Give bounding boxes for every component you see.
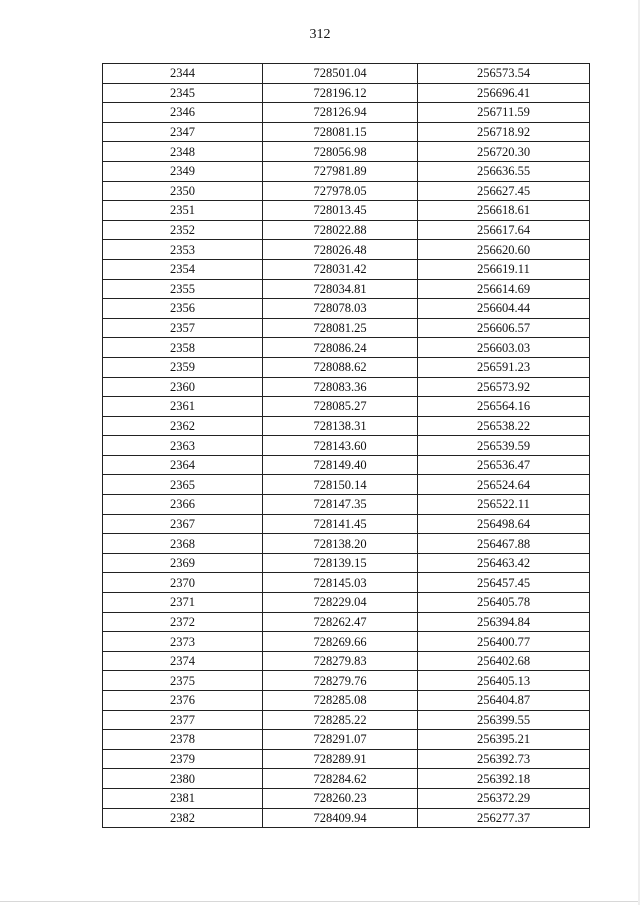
x-coordinate-cell: 728088.62: [263, 357, 418, 377]
y-coordinate-cell: 256392.18: [418, 769, 590, 789]
table-row: [103, 142, 590, 162]
point-number-cell: 2376: [103, 691, 263, 711]
table-row: [103, 318, 590, 338]
x-coordinate-cell: 728196.12: [263, 83, 418, 103]
point-number-cell: 2367: [103, 514, 263, 534]
x-coordinate-cell: 727981.89: [263, 161, 418, 181]
point-number-cell: 2360: [103, 377, 263, 397]
point-number-cell: 2364: [103, 455, 263, 475]
point-number-cell: 2375: [103, 671, 263, 691]
x-coordinate-cell: 728083.36: [263, 377, 418, 397]
point-number-cell: 2379: [103, 749, 263, 769]
table-row: [103, 357, 590, 377]
x-coordinate-cell: 728141.45: [263, 514, 418, 534]
y-coordinate-cell: 256277.37: [418, 808, 590, 828]
y-coordinate-cell: 256498.64: [418, 514, 590, 534]
y-coordinate-cell: 256399.55: [418, 710, 590, 730]
x-coordinate-cell: 728409.94: [263, 808, 418, 828]
y-coordinate-cell: 256591.23: [418, 357, 590, 377]
point-number-cell: 2382: [103, 808, 263, 828]
y-coordinate-cell: 256372.29: [418, 788, 590, 808]
y-coordinate-cell: 256463.42: [418, 553, 590, 573]
table-row: [103, 632, 590, 652]
x-coordinate-cell: 728081.15: [263, 122, 418, 142]
y-coordinate-cell: 256617.64: [418, 220, 590, 240]
x-coordinate-cell: 728056.98: [263, 142, 418, 162]
point-number-cell: 2363: [103, 436, 263, 456]
point-number-cell: 2357: [103, 318, 263, 338]
table-row: [103, 593, 590, 613]
point-number-cell: 2349: [103, 161, 263, 181]
table-row: [103, 103, 590, 123]
point-number-cell: 2351: [103, 201, 263, 221]
table-row: [103, 259, 590, 279]
point-number-cell: 2347: [103, 122, 263, 142]
page-number: 312: [309, 27, 331, 42]
y-coordinate-cell: 256522.11: [418, 495, 590, 515]
x-coordinate-cell: 728086.24: [263, 338, 418, 358]
y-coordinate-cell: 256538.22: [418, 416, 590, 436]
table-row: [103, 749, 590, 769]
y-coordinate-cell: 256564.16: [418, 397, 590, 417]
table-row: [103, 534, 590, 554]
table-row: [103, 240, 590, 260]
table-row: [103, 573, 590, 593]
page-bottom-edge: [0, 901, 640, 902]
point-number-cell: 2348: [103, 142, 263, 162]
point-number-cell: 2353: [103, 240, 263, 260]
point-number-cell: 2352: [103, 220, 263, 240]
table-row: [103, 161, 590, 181]
table-row: [103, 514, 590, 534]
table-row: [103, 377, 590, 397]
table-row: [103, 416, 590, 436]
y-coordinate-cell: 256573.54: [418, 64, 590, 84]
table-row: [103, 436, 590, 456]
table-row: [103, 64, 590, 84]
y-coordinate-cell: 256400.77: [418, 632, 590, 652]
point-number-cell: 2344: [103, 64, 263, 84]
table-row: [103, 83, 590, 103]
y-coordinate-cell: 256620.60: [418, 240, 590, 260]
x-coordinate-cell: 728501.04: [263, 64, 418, 84]
table-row: [103, 455, 590, 475]
point-number-cell: 2356: [103, 299, 263, 319]
table-row: [103, 279, 590, 299]
y-coordinate-cell: 256402.68: [418, 651, 590, 671]
y-coordinate-cell: 256604.44: [418, 299, 590, 319]
table-row: [103, 495, 590, 515]
x-coordinate-cell: 728031.42: [263, 259, 418, 279]
table-row: [103, 730, 590, 750]
point-number-cell: 2354: [103, 259, 263, 279]
table-row: [103, 710, 590, 730]
x-coordinate-cell: 728279.76: [263, 671, 418, 691]
y-coordinate-cell: 256718.92: [418, 122, 590, 142]
table-row: [103, 338, 590, 358]
y-coordinate-cell: 256467.88: [418, 534, 590, 554]
x-coordinate-cell: 728279.83: [263, 651, 418, 671]
x-coordinate-cell: 728143.60: [263, 436, 418, 456]
table-row: [103, 612, 590, 632]
point-number-cell: 2361: [103, 397, 263, 417]
point-number-cell: 2374: [103, 651, 263, 671]
point-number-cell: 2345: [103, 83, 263, 103]
point-number-cell: 2365: [103, 475, 263, 495]
y-coordinate-cell: 256573.92: [418, 377, 590, 397]
point-number-cell: 2371: [103, 593, 263, 613]
x-coordinate-cell: 728291.07: [263, 730, 418, 750]
point-number-cell: 2362: [103, 416, 263, 436]
x-coordinate-cell: 728085.27: [263, 397, 418, 417]
table-row: [103, 651, 590, 671]
y-coordinate-cell: 256619.11: [418, 259, 590, 279]
x-coordinate-cell: 728034.81: [263, 279, 418, 299]
y-coordinate-cell: 256614.69: [418, 279, 590, 299]
point-number-cell: 2378: [103, 730, 263, 750]
table-row: [103, 122, 590, 142]
x-coordinate-cell: 728229.04: [263, 593, 418, 613]
x-coordinate-cell: 728285.08: [263, 691, 418, 711]
coordinates-table: [102, 63, 590, 828]
point-number-cell: 2358: [103, 338, 263, 358]
x-coordinate-cell: 728147.35: [263, 495, 418, 515]
point-number-cell: 2372: [103, 612, 263, 632]
y-coordinate-cell: 256395.21: [418, 730, 590, 750]
y-coordinate-cell: 256696.41: [418, 83, 590, 103]
x-coordinate-cell: 728149.40: [263, 455, 418, 475]
y-coordinate-cell: 256603.03: [418, 338, 590, 358]
point-number-cell: 2370: [103, 573, 263, 593]
y-coordinate-cell: 256636.55: [418, 161, 590, 181]
x-coordinate-cell: 728269.66: [263, 632, 418, 652]
table-row: [103, 299, 590, 319]
y-coordinate-cell: 256606.57: [418, 318, 590, 338]
table-row: [103, 553, 590, 573]
x-coordinate-cell: 728262.47: [263, 612, 418, 632]
x-coordinate-cell: 728078.03: [263, 299, 418, 319]
y-coordinate-cell: 256627.45: [418, 181, 590, 201]
y-coordinate-cell: 256711.59: [418, 103, 590, 123]
x-coordinate-cell: 728013.45: [263, 201, 418, 221]
y-coordinate-cell: 256405.13: [418, 671, 590, 691]
y-coordinate-cell: 256404.87: [418, 691, 590, 711]
x-coordinate-cell: 728022.88: [263, 220, 418, 240]
x-coordinate-cell: 728145.03: [263, 573, 418, 593]
x-coordinate-cell: 728026.48: [263, 240, 418, 260]
y-coordinate-cell: 256618.61: [418, 201, 590, 221]
point-number-cell: 2373: [103, 632, 263, 652]
point-number-cell: 2380: [103, 769, 263, 789]
point-number-cell: 2355: [103, 279, 263, 299]
y-coordinate-cell: 256457.45: [418, 573, 590, 593]
point-number-cell: 2359: [103, 357, 263, 377]
y-coordinate-cell: 256394.84: [418, 612, 590, 632]
point-number-cell: 2350: [103, 181, 263, 201]
table-row: [103, 788, 590, 808]
x-coordinate-cell: 728081.25: [263, 318, 418, 338]
table-row: [103, 220, 590, 240]
table-row: [103, 769, 590, 789]
x-coordinate-cell: 728285.22: [263, 710, 418, 730]
x-coordinate-cell: 728138.31: [263, 416, 418, 436]
point-number-cell: 2346: [103, 103, 263, 123]
table-row: [103, 397, 590, 417]
coordinates-table-body: [103, 64, 590, 828]
y-coordinate-cell: 256405.78: [418, 593, 590, 613]
point-number-cell: 2381: [103, 788, 263, 808]
x-coordinate-cell: 728260.23: [263, 788, 418, 808]
point-number-cell: 2369: [103, 553, 263, 573]
point-number-cell: 2368: [103, 534, 263, 554]
x-coordinate-cell: 728126.94: [263, 103, 418, 123]
x-coordinate-cell: 727978.05: [263, 181, 418, 201]
point-number-cell: 2377: [103, 710, 263, 730]
y-coordinate-cell: 256539.59: [418, 436, 590, 456]
table-row: [103, 671, 590, 691]
x-coordinate-cell: 728289.91: [263, 749, 418, 769]
y-coordinate-cell: 256392.73: [418, 749, 590, 769]
x-coordinate-cell: 728150.14: [263, 475, 418, 495]
table-row: [103, 691, 590, 711]
point-number-cell: 2366: [103, 495, 263, 515]
table-row: [103, 808, 590, 828]
y-coordinate-cell: 256524.64: [418, 475, 590, 495]
y-coordinate-cell: 256720.30: [418, 142, 590, 162]
table-row: [103, 475, 590, 495]
x-coordinate-cell: 728284.62: [263, 769, 418, 789]
x-coordinate-cell: 728138.20: [263, 534, 418, 554]
table-row: [103, 201, 590, 221]
y-coordinate-cell: 256536.47: [418, 455, 590, 475]
table-row: [103, 181, 590, 201]
x-coordinate-cell: 728139.15: [263, 553, 418, 573]
